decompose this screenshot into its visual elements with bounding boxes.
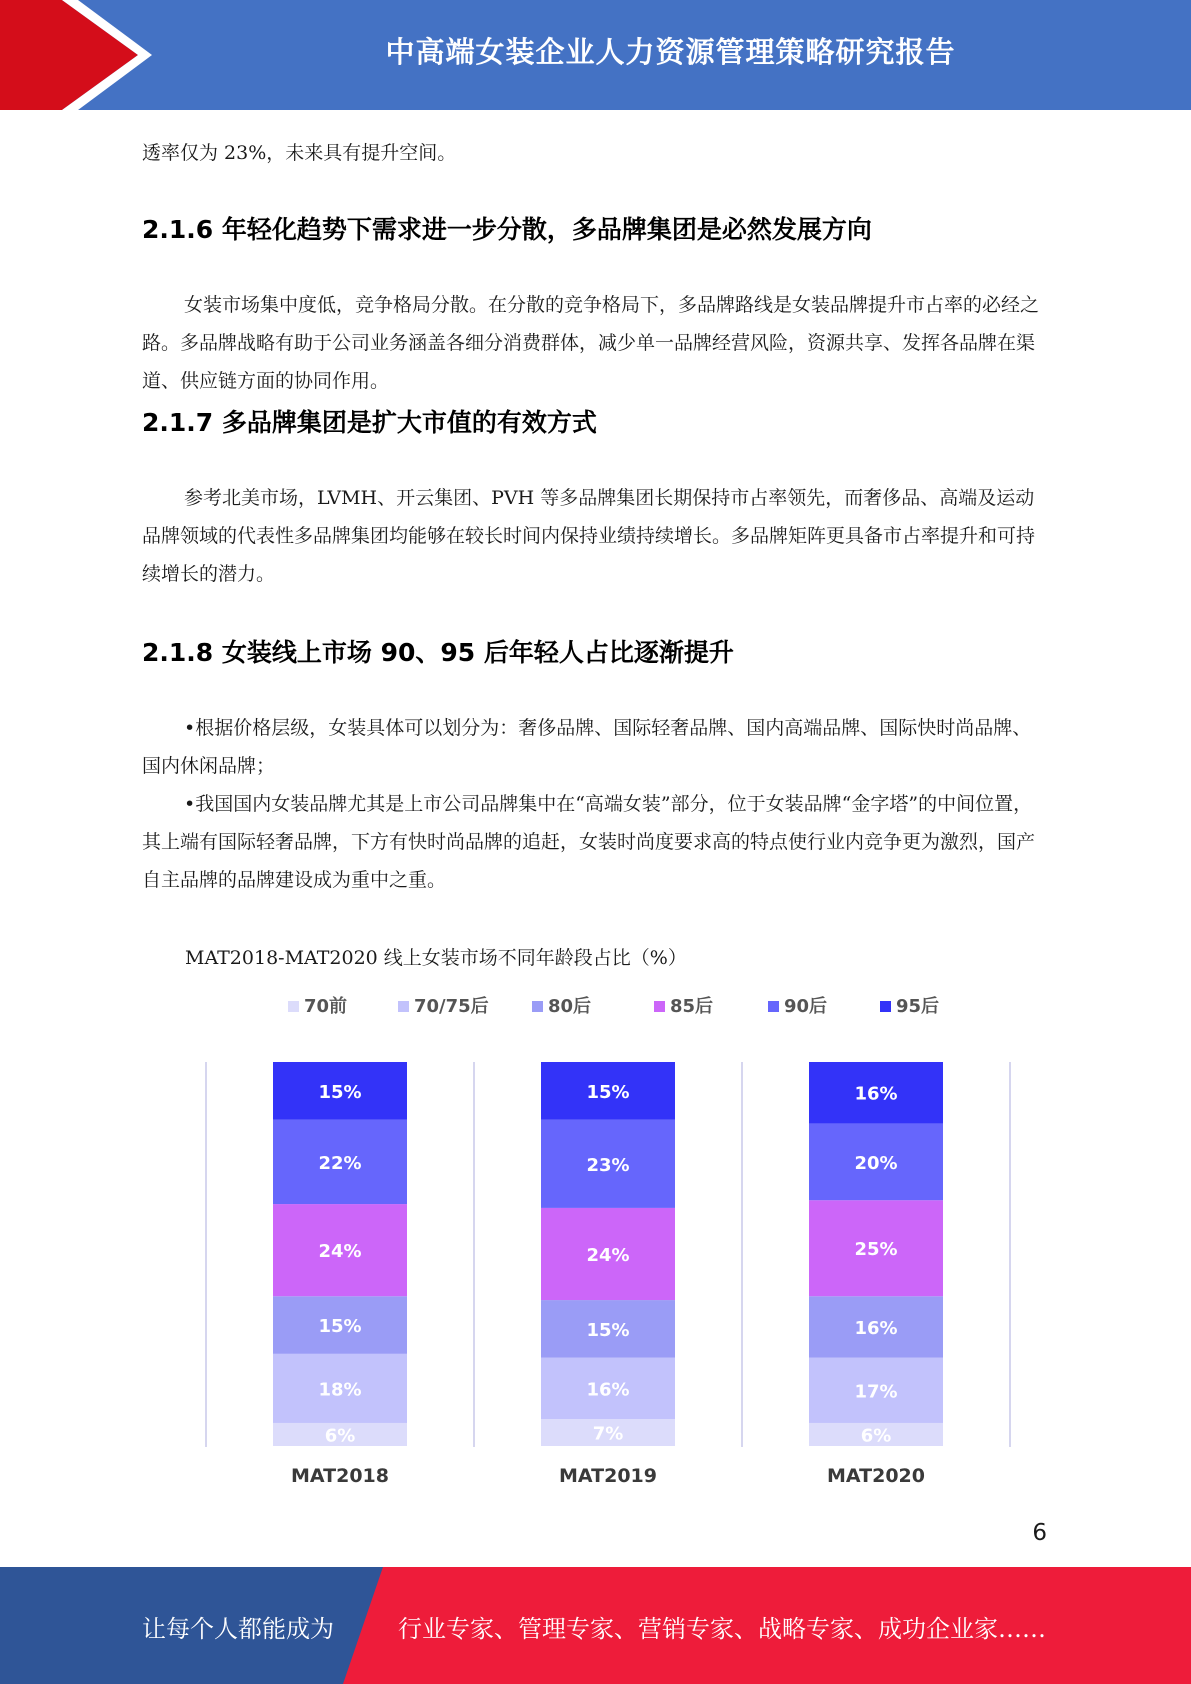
category-label: MAT2018 (291, 1465, 389, 1487)
bullet-domestic-brands: •我国国内女装品牌尤其是上市公司品牌集中在“高端女装”部分，位于女装品牌“金字塔”的中间位置，其上端有国际轻奢品牌，下方有快时尚品牌的追赶，女装时尚度要求高的特点使行业内竞争更为激烈，国产自主品牌的品牌建设成为重中之重。 (142, 793, 1036, 891)
legend-swatch (880, 1001, 891, 1012)
legend-swatch (532, 1001, 543, 1012)
data-label: 7% (592, 1423, 624, 1445)
age-share-stacked-bar-chart (180, 985, 1060, 1495)
paragraph-2-1-7: 参考北美市场，LVMH、开云集团、PVH 等多品牌集团长期保持市占率领先，而奢侈品、高端及运动品牌领域的代表性多品牌集团均能够在较长时间内保持业绩持续增长。多品牌矩阵更具备市占率提升和可持续增长的潜力。 (142, 487, 1036, 585)
heading-2-1-6: 2.1.6 年轻化趋势下需求进一步分散，多品牌集团是必然发展方向 (142, 215, 872, 244)
category-label: MAT2019 (559, 1465, 657, 1487)
data-label: 25% (854, 1239, 898, 1261)
data-label: 24% (586, 1245, 630, 1266)
legend-label: 95后 (896, 996, 940, 1017)
data-label: 23% (586, 1154, 630, 1176)
page-number: 6 (1032, 1520, 1047, 1546)
heading-2-1-8: 2.1.8 女装线上市场 90、95 后年轻人占比逐渐提升 (142, 638, 734, 667)
data-label: 16% (586, 1379, 630, 1401)
legend-label: 70前 (304, 996, 348, 1017)
header-chevron-decoration (0, 0, 160, 110)
data-label: 15% (318, 1316, 362, 1338)
data-label: 16% (854, 1083, 898, 1105)
data-label: 15% (318, 1081, 362, 1103)
data-label: 16% (854, 1317, 898, 1339)
legend-swatch (654, 1001, 665, 1012)
data-label: 17% (854, 1381, 898, 1403)
chart-svg (180, 985, 1060, 1495)
data-label: 24% (318, 1241, 362, 1263)
legend-label: 90后 (784, 996, 828, 1017)
data-label: 20% (854, 1152, 898, 1174)
category-label: MAT2020 (827, 1465, 925, 1487)
data-label: 18% (318, 1379, 362, 1401)
legend-swatch (288, 1001, 299, 1012)
legend-label: 70/75后 (414, 996, 489, 1017)
legend-label: 85后 (670, 996, 714, 1017)
data-label: 15% (586, 1319, 630, 1341)
data-label: 6% (324, 1425, 356, 1447)
legend-swatch (398, 1001, 409, 1012)
data-label: 15% (586, 1081, 630, 1103)
page-footer (0, 1567, 1191, 1684)
chart-title: MAT2018-MAT2020 线上女装市场不同年龄段占比（%） (185, 947, 687, 969)
page-header (0, 0, 1191, 110)
footer-slogan-right: 行业专家、管理专家、营销专家、战略专家、成功企业家…… (398, 1615, 1046, 1643)
heading-2-1-7: 2.1.7 多品牌集团是扩大市值的有效方式 (142, 408, 597, 437)
paragraph-intro-tail: 透率仅为 23%，未来具有提升空间。 (142, 142, 457, 164)
data-label: 6% (860, 1425, 892, 1447)
legend-swatch (768, 1001, 779, 1012)
footer-slogan-left: 让每个人都能成为 (142, 1615, 334, 1643)
report-title: 中高端女装企业人力资源管理策略研究报告 (385, 35, 956, 69)
data-label: 22% (318, 1152, 362, 1174)
paragraph-2-1-6: 女装市场集中度低，竞争格局分散。在分散的竞争格局下，多品牌路线是女装品牌提升市占率的必经之路。多品牌战略有助于公司业务涵盖各细分消费群体，减少单一品牌经营风险，资源共享、发挥各品牌在渠道、供应链方面的协同作用。 (142, 294, 1040, 392)
legend-label: 80后 (548, 996, 592, 1017)
bullet-price-tiers: •根据价格层级，女装具体可以划分为：奢侈品牌、国际轻奢品牌、国内高端品牌、国际快时尚品牌、国内休闲品牌； (142, 717, 1032, 777)
